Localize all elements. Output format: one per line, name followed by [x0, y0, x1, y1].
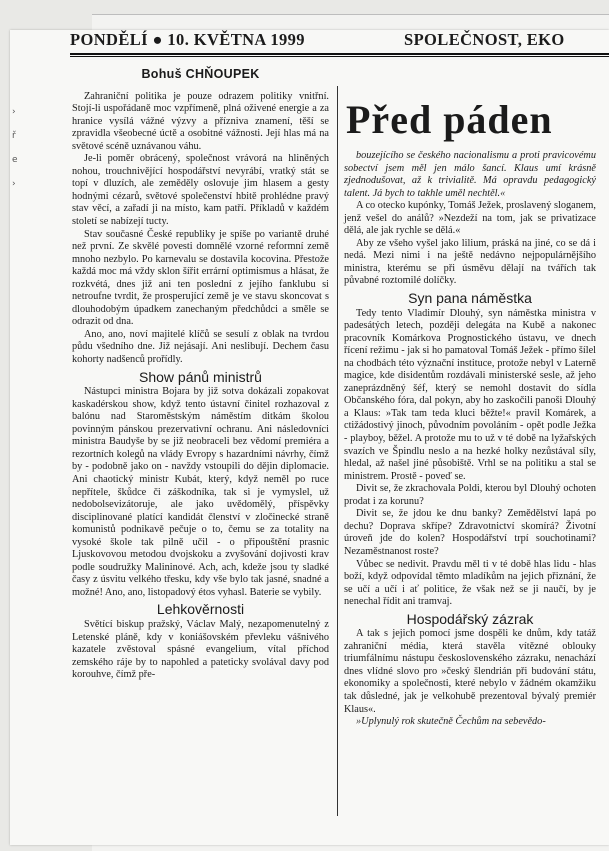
- article-paragraph: Je-li poměr obrácený, společnost vrávorá na hliněných nohou, trouchnivějící hospodářství nevyrábí, vratký stát se topí v dluzích, ale zeměděly oslovuje jim hlasem a gesty hodnými cézarů, světové společenství hbitě prohlédne pravý stav věcí, a zařadí ji na místo, kam patří. Příkladů v každém století se nabízejí tucty.: [72, 153, 329, 228]
- right-article-text: [344, 150, 596, 729]
- article-paragraph: Aby ze všeho vyšel jako lilium, práská na jiné, co se dá i nedá. Mezi nimi i na ještě nedávno nejpopulárnějšího ministra, kterému se při úsměvu dělají na tvářích tak půvabné roztomilé dolíčky.: [344, 237, 596, 287]
- article-headline: Před páden: [346, 97, 553, 142]
- article-paragraph: Zahraniční politika je pouze odrazem politiky vnitřní. Stojí-li uspořádaně moc vzpřímeně, plná oživené energie a za hranice vysílá vážné výzvy a přízniva znamení, těší se zpravidla všeobecné úctě a osobitné vážnosti. Její hlas má na světové scéně uznávanou váhu.: [72, 90, 329, 152]
- edge-mark: ř: [12, 131, 16, 141]
- date-line: PONDĚLÍ ● 10. KVĚTNA 1999: [70, 30, 305, 49]
- section-subheading: Hospodářský zázrak: [406, 610, 534, 627]
- author-byline: Bohuš CHŇOUPEK: [141, 67, 260, 81]
- article-paragraph: A co otecko kupónky, Tomáš Ježek, proslavený sloganem, jenž vešel do análů? »Nezdeží na tom, jak se privatizace dělá, ale jak rychle se dělá.«: [344, 200, 596, 237]
- section-subheading: Show pánů ministrů: [139, 368, 262, 385]
- header-rule-thin: [70, 56, 609, 57]
- edge-mark: ›: [12, 107, 16, 117]
- previous-page-edge-marks: [12, 100, 18, 196]
- edge-mark: ›: [12, 179, 16, 189]
- section-subheading: Syn pana náměstka: [408, 290, 532, 307]
- right-article-column: [344, 150, 596, 729]
- article-paragraph: Ano, ano, noví majitelé klíčů se sesulí z oblak na tvrdou půdu všedního dne. Již nejásají. Ani neslibují. Dechem času kohorty nadšenců prořídly.: [72, 328, 329, 366]
- article-paragraph: Světící biskup pražský, Václav Malý, nezapomenutelný z Letenské pláně, kdy v koniášovském převleku vášnivého kazatele zvěstoval spásné evangelium, vítal příchod zemského ráje by to napohled a pateticky svolával davy pod korouhve, čímž pře-: [72, 618, 329, 681]
- column-divider: [337, 86, 338, 816]
- section-title: SPOLEČNOST, EKO: [404, 30, 565, 49]
- article-paragraph: Tedy tento Vladimír Dlouhý, syn náměstka ministra v padesátých letech, později delegáta na Kubě a nakonec pracovník Komárkova Prognostického ústavu, ve dnech řícení režimu - jak si ho pamatoval Tomáš Ježek - přímo šílel na chodbách této význační instituce, protože nebyl v Laterně magice, kde disidentům rozdávali ministerské sesle, až jeho zaneprázdněný šéf, který se nemohl dostavit do sídla Občanského fóra, dal pokyn, aby ho zaskočili panoši Dlouhý a Klaus: »Tak tam teda kluci běžte!« pravil Komárek, a ctižádostivý jinoch, původním povoláním - opět podle Ježka - playboy, běžel. A protože mu to už v té době na lyžařských svazích ve Špindlu neslo a na hezké holky nezůstával síly, hledal, až našel jiné působiště. Vrhl se na politiku a stal se ministrem. Prostě - poveď se.: [344, 307, 596, 482]
- article-paragraph: A tak s jejich pomocí jsme dospěli ke dnům, kdy tatáž zahraniční média, která stavěla vítězné oblouky triumfálnímu nástupu československého zázraku, nenachází dnes vlídné slovo pro »český šlendrián při budování státu, ekonomiky a společnosti, které nebylo v žádném okamžiku tak důsledné, jak je velkohubě prezentoval bývalý premiér Klaus«.: [344, 628, 596, 715]
- left-article-column: [72, 64, 329, 682]
- article-paragraph: Nástupci ministra Bojara by již sotva dokázali zopakovat kaskadérskou show, když tento ústavní činitel rozhazoval z balónu nad Staroměstským náměstím ditkám školou povinným pánskou prezervativní ochranu. Ani následovníci ministra Baudyše by se již neobraceli bez vědomí premiéra a rezortních kolegů na vlády Evropy s hazardními návrhy, čímž by - podobně jako on - navždy vstoupili do dějin diplomacie. Ani chaotický ministr Kubát, který, když neměl po ruce nepřítele, škůdce či záškodníka, tak si je vymyslel, už nedobolsevizátoruje, ale jako uvědomělý, příspěvky disciplinované platící kandidát členství v zločinecké straně komunistů podnikavě pečuje o to, čemu se za totality na vysoké škole tak pilně učil - o připouštění prasnic Ljuskovovou metodou dvojskoku a zvyšování dojivosti krav podle soudružky Malininové. Ach, ach, kdeže jsou ty sladké časy z úsvitu velkého třesku, kdy vše bylo tak jasné, snadné a možné! Ano, ano, listopadový étos vyhasl. Baterie se vybily.: [72, 386, 329, 598]
- article-paragraph: Vůbec se nedivit. Pravdu měl ti v té době hlas lidu - hlas boží, když odpovídal těmto mladíkům na jejich přiznání, že se učí a učí i ať politice, že však než se ji naučí, by je nenechal řídit ani tramvaj.: [344, 558, 596, 608]
- quote-paragraph: »Uplynulý rok skutečně Čechům na sebevědo-: [356, 716, 546, 728]
- section-subheading: Lehkověrnosti: [156, 601, 245, 618]
- edge-mark: e: [12, 155, 18, 165]
- article-paragraph: Divit se, že jdou ke dnu banky? Zemědělství lapá po dechu? Doprava skřípe? Zdravotnictví skomírá? Životní úroveň jde do kolen? Hospodářství trpí souchotinami? Nezaměstnanost roste?: [344, 508, 596, 557]
- quote-paragraph: bouzejícího se českého nacionalismu a proti pravicovému sobectví jsem měl jen málo šancí. Klaus umí krásně zjednodušovat, až k trivialitě. Má opravdu pedagogický talent. Já bych to takhle uměl nechtěl.«: [344, 150, 596, 199]
- left-article-text: [72, 91, 329, 682]
- page-header: [70, 26, 609, 52]
- header-rule: [70, 53, 609, 55]
- article-paragraph: Divit se, že zkrachovala Poldi, kterou byl Dlouhý ochoten prodat i za korunu?: [344, 483, 596, 507]
- article-paragraph: Stav současné České republiky je spíše po variantě druhé než první. Ze skvělé povesti domnělé vzorné reformní země mnoho nezbylo. Po karnevalu se dostavila kocovina. Přestože každá moc má vždy sklon šířit errární optimismus a hlásat, že rozkvétá, dnes již ani ten poslední z jejího fanklubu si netroufne tvrdit, že prosperující země je ve stavu skoncovat s dlouhodobým úpadkem zanechaným předchůdci a směle se odrazit od dna.: [72, 228, 329, 328]
